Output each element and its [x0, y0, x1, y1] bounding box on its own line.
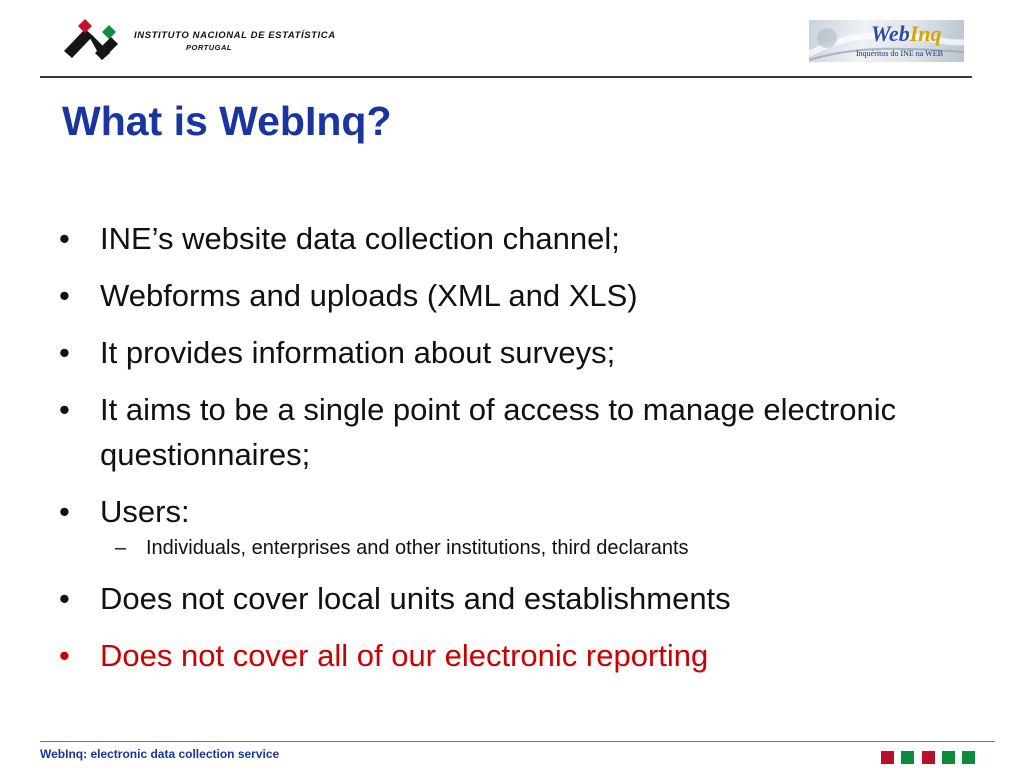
webinq-logo	[809, 20, 964, 62]
bullet-text: It provides information about surveys;	[100, 335, 616, 370]
sub-bullet-dash: –	[115, 537, 127, 559]
ine-logo	[62, 14, 336, 64]
ine-logo-text	[134, 30, 336, 52]
bullet-text: Users:	[100, 494, 190, 529]
bullet-dot: •	[59, 581, 70, 616]
sub-bullet-text: Individuals, enterprises and other institutions, third declarants	[146, 537, 689, 559]
header-divider	[40, 76, 972, 78]
ine-org-name: INSTITUTO NACIONAL DE ESTATÍSTICA	[134, 30, 336, 41]
bullet-dot: •	[59, 638, 70, 673]
bullet-item	[58, 330, 978, 375]
bullet-item	[58, 216, 978, 261]
bullet-item	[58, 576, 978, 621]
footer-divider	[40, 741, 995, 742]
bullet-dot: •	[59, 335, 70, 370]
ine-logo-icon	[62, 14, 126, 64]
webinq-word-inq: Inq	[909, 21, 942, 46]
bullet-item	[58, 489, 978, 564]
bullet-text: Does not cover local units and establishments	[100, 581, 731, 616]
sub-bullet-list	[100, 532, 978, 564]
bullet-text: INE’s website data collection channel;	[100, 221, 620, 256]
footer-text: WebInq: electronic data collection service	[40, 747, 280, 761]
bullet-text: Webforms and uploads (XML and XLS)	[100, 278, 638, 313]
footer-square	[922, 751, 935, 764]
bullet-item-highlighted	[58, 633, 978, 678]
footer-square	[881, 751, 894, 764]
ine-org-country: PORTUGAL	[186, 43, 232, 52]
bullet-text: Does not cover all of our electronic reporting	[100, 638, 709, 673]
bullet-list	[58, 216, 978, 690]
bullet-dot: •	[59, 392, 70, 427]
bullet-item	[58, 273, 978, 318]
webinq-word-web: Web	[871, 21, 910, 46]
bullet-item	[58, 387, 978, 477]
webinq-tagline: Inquéritos do INE na WEB	[856, 49, 943, 58]
footer-square	[942, 751, 955, 764]
bullet-text: It aims to be a single point of access to manage electronic questionnaires;	[100, 392, 897, 472]
bullet-dot: •	[59, 494, 70, 529]
bullet-dot: •	[59, 221, 70, 256]
footer-square	[962, 751, 975, 764]
slide-header	[0, 0, 1024, 80]
footer-square	[901, 751, 914, 764]
sub-bullet-item	[100, 532, 978, 564]
webinq-wordmark	[871, 21, 942, 47]
bullet-dot: •	[59, 278, 70, 313]
slide-title: What is WebInq?	[62, 98, 392, 144]
